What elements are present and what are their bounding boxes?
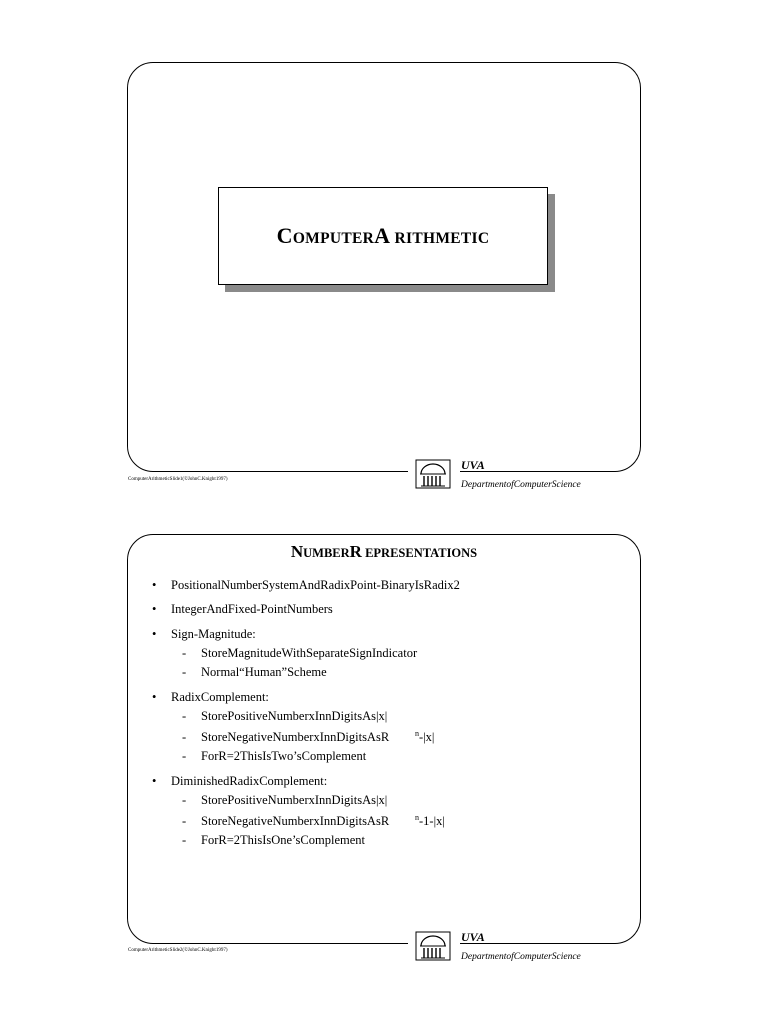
slide-2-title: NUMBERR EPRESENTATIONS — [290, 542, 478, 561]
rotunda-logo-icon — [415, 931, 451, 961]
rotunda-logo-icon — [415, 459, 451, 489]
sub-item: - Normal“Human”Scheme — [182, 665, 327, 679]
slide-2-footer-note: ComputerArithmeticSlide2(©JohnC.Knight1997) — [128, 948, 228, 953]
sub-item: - StorePositiveNumberxInnDigitsAs|x| — [182, 793, 388, 807]
sub-item: - StorePositiveNumberxInnDigitsAs|x| — [182, 709, 388, 723]
slide-2-dept-label: DepartmentofComputerScience — [461, 952, 581, 962]
slide-1-org-label: UVA — [461, 458, 485, 472]
radix-exponent: $^n$-|x| — [415, 729, 435, 744]
sub-item: - ForR=2ThisIsOne’sComplement — [182, 833, 365, 847]
sub-item: - StoreNegativeNumberxInnDigitsAsR — [182, 814, 390, 828]
bullet-item: • IntegerAndFixed-PointNumbers — [152, 602, 333, 616]
diminished-radix-exponent: $^n$-1-|x| — [415, 813, 445, 828]
bullet-item: • Sign-Magnitude: — [152, 627, 256, 641]
sub-item: - ForR=2ThisIsTwo’sComplement — [182, 749, 367, 763]
slide-2-org-label: UVA — [461, 930, 485, 944]
sub-item: - StoreMagnitudeWithSeparateSignIndicator — [182, 646, 418, 660]
slide-1-title: COMPUTERA RITHMETIC — [276, 223, 490, 248]
title-box — [218, 187, 548, 285]
slide-1-dept-label: DepartmentofComputerScience — [461, 480, 581, 490]
sub-item: - StoreNegativeNumberxInnDigitsAsR — [182, 730, 390, 744]
bullet-item: • RadixComplement: — [152, 690, 269, 704]
bullet-item: • PositionalNumberSystemAndRadixPoint-BinaryIsRadix2 — [152, 578, 460, 592]
slide-1-footer-note: ComputerArithmeticSlide1(©JohnC.Knight1997) — [128, 477, 228, 482]
bullet-item: • DiminishedRadixComplement: — [152, 774, 328, 788]
